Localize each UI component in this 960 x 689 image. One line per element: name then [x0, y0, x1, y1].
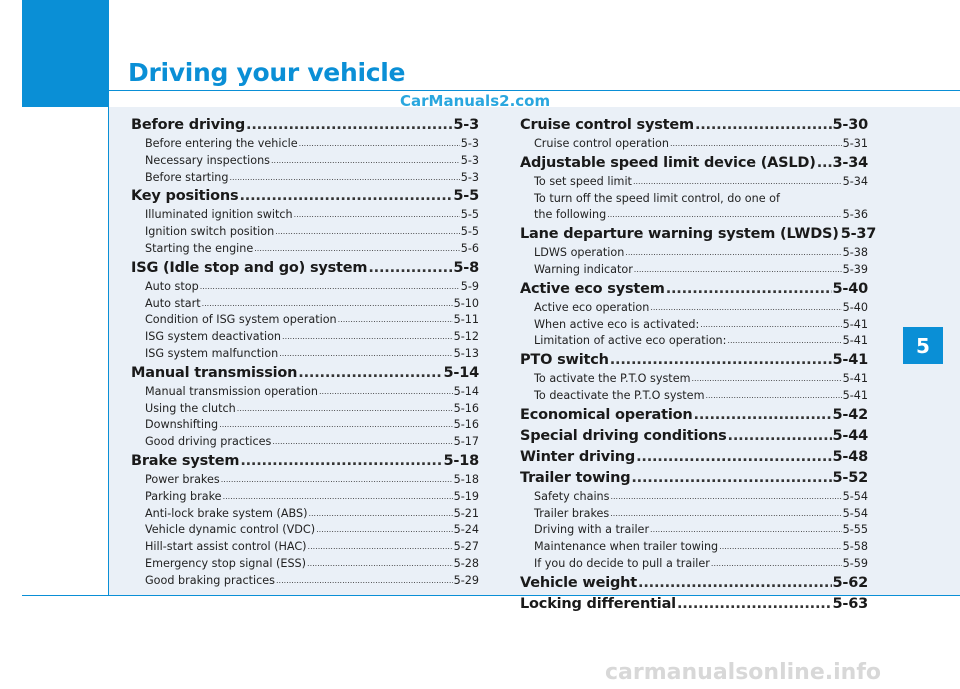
toc-leader-dots [695, 115, 832, 136]
toc-entry-title: Driving with a trailer [534, 523, 650, 537]
toc-subsection-entry[interactable] [131, 329, 479, 346]
toc-page-number: 5-31 [842, 137, 868, 150]
toc-page-number: 5-52 [832, 469, 868, 486]
toc-page-number: 5-14 [443, 364, 479, 381]
toc-entry-title: Adjustable speed limit device (ASLD) [520, 154, 816, 171]
toc-leader-dots [650, 300, 841, 317]
toc-section-entry[interactable] [520, 279, 868, 300]
toc-page-number: 3-34 [832, 154, 868, 171]
toc-section-entry[interactable] [131, 363, 479, 384]
toc-subsection-entry[interactable] [131, 153, 479, 170]
chapter-tab[interactable]: 5 [903, 327, 943, 364]
toc-leader-dots [294, 207, 460, 224]
toc-subsection-entry[interactable] [131, 224, 479, 241]
toc-entry-title: Vehicle dynamic control (VDC) [145, 523, 316, 537]
toc-leader-dots [711, 556, 842, 573]
toc-page-number: 5-34 [842, 174, 868, 188]
toc-entry-title: PTO switch [520, 352, 609, 369]
toc-entry-title: Limitation of active eco operation: [534, 334, 727, 348]
toc-leader-dots [254, 241, 459, 258]
toc-leader-dots [230, 170, 460, 187]
toc-page-number: 5-13 [453, 346, 479, 360]
toc-page-number: 5-28 [453, 556, 479, 570]
toc-page-number: 5-3 [460, 170, 479, 184]
toc-leader-dots [634, 262, 842, 279]
toc-entry-title: Anti-lock brake system (ABS) [145, 506, 308, 520]
toc-entry-title: Before entering the vehicle [145, 137, 298, 150]
toc-leader-dots [308, 539, 453, 556]
toc-entry-title: ISG system malfunction [145, 346, 279, 360]
toc-entry-title: Economical operation [520, 406, 693, 423]
toc-page-number: 5-14 [453, 384, 479, 398]
footer-watermark: carmanualsonline.info [605, 660, 881, 685]
toc-page-number: 5-3 [460, 153, 479, 167]
toc-page-number: 5-62 [832, 574, 868, 591]
toc-subsection-entry[interactable] [520, 522, 868, 539]
toc-page-number: 5-41 [842, 334, 868, 348]
toc-subsection-entry[interactable] [520, 191, 868, 208]
toc-entry-title: Manual transmission [131, 364, 298, 381]
toc-entry-title: Warning indicator [534, 262, 633, 276]
toc-page-number: 5-9 [460, 279, 479, 293]
toc-leader-dots [316, 522, 453, 539]
toc-entry-title: If you do decide to pull a trailer [534, 556, 710, 570]
toc-subsection-entry[interactable] [520, 489, 868, 506]
toc-entry-title: When active eco is activated: [534, 317, 700, 331]
title-underline [108, 90, 960, 91]
toc-subsection-entry[interactable] [520, 371, 868, 388]
toc-page-number: 5-16 [453, 401, 479, 415]
toc-leader-dots [666, 279, 832, 300]
toc-section-entry[interactable] [520, 405, 868, 426]
toc-leader-dots [650, 522, 842, 539]
toc-leader-dots [319, 384, 453, 401]
toc-page-number: 5-42 [832, 406, 868, 423]
toc-leader-dots [307, 556, 453, 573]
toc-subsection-entry[interactable] [131, 472, 479, 489]
toc-entry-title: Starting the engine [145, 241, 254, 255]
toc-leader-dots [282, 329, 453, 346]
toc-leader-dots [298, 363, 442, 384]
toc-entry-title: Auto start [145, 296, 201, 310]
toc-subsection-entry[interactable] [131, 170, 479, 187]
toc-leader-dots [276, 573, 453, 590]
toc-page-number: 5-5 [460, 225, 479, 239]
toc-subsection-entry[interactable] [520, 333, 868, 350]
toc-entry-title: To turn off the speed limit control, do one of [534, 191, 780, 205]
toc-subsection-entry[interactable] [131, 241, 479, 258]
toc-subsection-entry[interactable] [520, 556, 868, 573]
toc-entry-title: Vehicle weight [520, 574, 638, 591]
toc-entry-title: Active eco operation [534, 300, 650, 314]
toc-subsection-entry[interactable] [131, 346, 479, 363]
toc-page-number: 5-11 [453, 313, 479, 327]
toc-leader-dots [727, 333, 841, 350]
toc-leader-dots [223, 489, 453, 506]
toc-entry-title: Cruise control operation [534, 137, 669, 150]
toc-page-number: 5-3 [453, 117, 479, 133]
toc-section-entry[interactable] [520, 573, 868, 594]
toc-leader-dots [200, 279, 460, 296]
toc-subsection-entry[interactable] [131, 384, 479, 401]
toc-page-number: 5-41 [832, 352, 868, 369]
toc-entry-title: Illuminated ignition switch [145, 208, 293, 222]
toc-leader-dots [700, 317, 841, 334]
toc-entry-title: To activate the P.T.O system [534, 372, 691, 386]
toc-entry-title: Brake system [131, 452, 240, 469]
toc-entry-title: To deactivate the P.T.O system [534, 388, 705, 402]
toc-leader-dots [607, 207, 841, 224]
toc-page-number: 5-44 [832, 427, 868, 444]
toc-right-column [520, 115, 877, 615]
toc-entry-title: Trailer brakes [534, 506, 610, 520]
toc-entry-title: Active eco system [520, 280, 665, 297]
toc-page-number: 5-16 [453, 418, 479, 432]
toc-page-number: 5-41 [842, 372, 868, 386]
toc-page-number: 5-59 [842, 556, 868, 570]
toc-subsection-entry[interactable] [131, 312, 479, 329]
toc-page-number: 5-41 [842, 388, 868, 402]
toc-section-entry[interactable] [520, 224, 877, 245]
toc-page-number: 5-21 [453, 506, 479, 520]
toc-entry-title: Locking differential [520, 595, 676, 612]
toc-section-entry[interactable] [131, 115, 479, 136]
toc-subsection-entry[interactable] [131, 136, 479, 153]
toc-subsection-entry[interactable] [131, 506, 479, 523]
toc-subsection-entry[interactable] [520, 174, 868, 191]
toc-leader-dots [719, 539, 841, 556]
toc-leader-dots [308, 506, 452, 523]
toc-leader-dots [271, 153, 460, 170]
toc-page-number: 5-6 [460, 241, 479, 255]
toc-entry-title: Parking brake [145, 489, 222, 503]
toc-entry-title: Winter driving [520, 448, 636, 465]
toc-subsection-entry[interactable] [520, 262, 868, 279]
toc-section-entry[interactable] [520, 115, 868, 136]
toc-entry-title: Good driving practices [145, 435, 272, 449]
toc-leader-dots [694, 405, 832, 426]
toc-leader-dots [221, 472, 453, 489]
toc-leader-dots [299, 136, 460, 153]
toc-subsection-entry[interactable] [520, 539, 868, 556]
toc-page-number: 5-10 [453, 296, 479, 310]
watermark: CarManuals2.com [400, 92, 551, 110]
toc-page-number: 5-5 [460, 208, 479, 222]
toc-page-number: 5-39 [842, 262, 868, 276]
toc-entry-title: Manual transmission operation [145, 384, 318, 398]
toc-subsection-entry[interactable] [131, 207, 479, 224]
toc-leader-dots [338, 312, 453, 329]
toc-section-entry[interactable] [131, 451, 479, 472]
toc-page-number: 5-12 [453, 330, 479, 344]
toc-page-number: 5-58 [842, 540, 868, 554]
toc-entry-title: Ignition switch position [145, 225, 275, 239]
toc-leader-dots [240, 451, 442, 472]
toc-leader-dots [219, 417, 452, 434]
toc-entry-title: Hill-start assist control (HAC) [145, 540, 307, 554]
toc-section-entry[interactable] [520, 468, 868, 489]
toc-leader-dots [610, 489, 841, 506]
toc-page-number: 5-3 [460, 137, 479, 150]
toc-leader-dots [246, 115, 452, 136]
toc-page-number: 5-18 [443, 452, 479, 469]
toc-page-number: 5-18 [453, 472, 479, 486]
toc-subsection-entry[interactable] [131, 401, 479, 418]
toc-entry-title: Auto stop [145, 279, 199, 293]
toc-entry-title: Emergency stop signal (ESS) [145, 556, 307, 570]
toc-subsection-entry[interactable] [520, 245, 868, 262]
toc-section-entry[interactable] [520, 447, 868, 468]
toc-subsection-entry[interactable] [520, 388, 868, 405]
toc-entry-title: the following [534, 208, 607, 222]
toc-subsection-entry[interactable] [520, 300, 868, 317]
toc-leader-dots [636, 447, 831, 468]
toc-page-number: 5-29 [453, 573, 479, 587]
toc-entry-title: Necessary inspections [145, 153, 270, 167]
toc-leader-dots [610, 506, 841, 523]
toc-leader-dots [368, 258, 452, 279]
toc-subsection-entry[interactable] [520, 207, 868, 224]
toc-entry-title: ISG (Idle stop and go) system [131, 259, 368, 276]
toc-entry-title: Good braking practices [145, 573, 275, 587]
toc-leader-dots [279, 346, 452, 363]
toc-section-entry[interactable] [520, 594, 868, 615]
toc-entry-title: Power brakes [145, 472, 220, 486]
toc-leader-dots [202, 296, 453, 313]
page-title: Driving your vehicle [128, 58, 406, 87]
toc-entry-title: Lane departure warning system (LWDS) [520, 226, 839, 243]
header-accent-block [22, 0, 108, 107]
toc-page-number: 5-40 [842, 300, 868, 314]
toc-page-number: 5-17 [453, 435, 479, 449]
toc-leader-dots [237, 401, 453, 418]
toc-entry-title: Cruise control system [520, 117, 694, 133]
toc-page-number: 5-36 [842, 208, 868, 222]
toc-leader-dots [691, 371, 841, 388]
toc-subsection-entry[interactable] [131, 522, 479, 539]
toc-page-number: 5-5 [453, 188, 479, 205]
toc-page-number: 5-27 [453, 540, 479, 554]
toc-section-entry[interactable] [131, 258, 479, 279]
toc-subsection-entry[interactable] [520, 506, 868, 523]
toc-subsection-entry[interactable] [131, 296, 479, 313]
toc-entry-title: Before starting [145, 170, 229, 184]
toc-entry-title: Safety chains [534, 489, 610, 503]
toc-subsection-entry[interactable] [520, 317, 868, 334]
toc-leader-dots [625, 245, 841, 262]
toc-subsection-entry[interactable] [131, 573, 479, 590]
toc-entry-title: To set speed limit [534, 174, 632, 188]
toc-page-number: 5-41 [842, 317, 868, 331]
toc-entry-title: Key positions [131, 188, 239, 205]
toc-entry-title: LDWS operation [534, 246, 625, 260]
toc-leader-dots [638, 573, 831, 594]
toc-leader-dots [631, 468, 831, 489]
toc-page-number: 5-55 [842, 523, 868, 537]
toc-page-number: 5-48 [832, 448, 868, 465]
toc-subsection-entry[interactable] [131, 489, 479, 506]
toc-entry-title: Maintenance when trailer towing [534, 540, 719, 554]
toc-leader-dots [633, 174, 842, 191]
toc-entry-title: ISG system deactivation [145, 330, 282, 344]
toc-subsection-entry[interactable] [131, 434, 479, 451]
toc-page-number: 5-19 [453, 489, 479, 503]
toc-leader-dots [728, 426, 832, 447]
toc-entry-title: Special driving conditions [520, 427, 727, 444]
toc-subsection-entry[interactable] [520, 136, 868, 153]
toc-page-number: 5-8 [453, 259, 479, 276]
toc-page-number: 5-54 [842, 489, 868, 503]
toc-page-number: 5-40 [832, 280, 868, 297]
toc-subsection-entry[interactable] [131, 556, 479, 573]
toc-entry-title: Condition of ISG system operation [145, 313, 337, 327]
toc-page-number: 5-63 [832, 595, 868, 612]
toc-page-number: 5-54 [842, 506, 868, 520]
toc-entry-title: Using the clutch [145, 401, 236, 415]
toc-subsection-entry[interactable] [131, 539, 479, 556]
toc-section-entry[interactable] [520, 350, 868, 371]
toc-leader-dots [705, 388, 841, 405]
toc-left-column [131, 115, 479, 590]
toc-page-number: 5-37 [840, 226, 877, 243]
toc-subsection-entry[interactable] [131, 279, 479, 296]
toc-section-entry[interactable] [520, 426, 868, 447]
toc-leader-dots [670, 136, 842, 153]
toc-page-number: 5-24 [453, 523, 479, 537]
toc-entry-title: Trailer towing [520, 469, 631, 486]
toc-leader-dots [610, 350, 832, 371]
toc-entry-title: Downshifting [145, 418, 219, 432]
toc-leader-dots [239, 186, 452, 207]
toc-leader-dots [817, 153, 832, 174]
toc-section-entry[interactable] [131, 186, 479, 207]
toc-page-number: 5-38 [842, 246, 868, 260]
toc-page-number: 5-30 [832, 117, 868, 133]
toc-leader-dots [677, 594, 832, 615]
toc-leader-dots [275, 224, 460, 241]
toc-leader-dots [272, 434, 452, 451]
toc-section-entry[interactable] [520, 153, 868, 174]
toc-subsection-entry[interactable] [131, 417, 479, 434]
toc-entry-title: Before driving [131, 117, 246, 133]
